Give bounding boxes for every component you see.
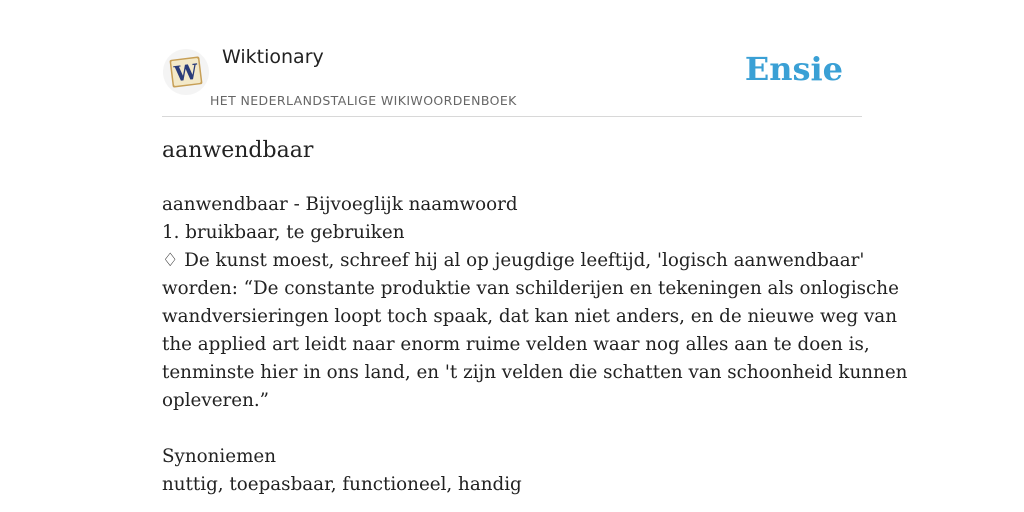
site-header (162, 40, 862, 117)
part-of-speech-line: aanwendbaar - Bijvoeglijk naamwoord (162, 194, 518, 215)
entry-content (162, 191, 908, 499)
synonyms-heading: Synoniemen (162, 446, 276, 467)
site-tagline: HET NEDERLANDSTALIGE WIKIWOORDENBOEK (210, 93, 517, 108)
example-line: tenminste hier in ons land, en 't zijn velden die schatten van schoonheid kunnen (162, 362, 908, 383)
site-name[interactable]: Wiktionary (222, 46, 324, 68)
spacer (162, 415, 862, 443)
example-line: opleveren.” (162, 390, 270, 411)
logo-letter: W (172, 58, 200, 87)
entry-title: aanwendbaar (162, 138, 314, 163)
example-line: the applied art leidt naar enorm ruime velden waar nog alles aan te doen is, (162, 334, 870, 355)
example-line: ♢ De kunst moest, schreef hij al op jeugdige leeftijd, 'logisch aanwendbaar' (162, 250, 865, 271)
example-line: wandversieringen loopt toch spaak, dat kan niet anders, en de nieuwe weg van (162, 306, 897, 327)
definition-line: 1. bruikbaar, te gebruiken (162, 222, 405, 243)
synonyms-list: nuttig, toepasbaar, functioneel, handig (162, 474, 522, 495)
ensie-brand-link[interactable]: Ensie (744, 50, 843, 88)
wiktionary-logo-icon[interactable] (162, 48, 210, 96)
example-line: worden: “De constante produktie van schilderijen en tekeningen als onlogische (162, 278, 899, 299)
